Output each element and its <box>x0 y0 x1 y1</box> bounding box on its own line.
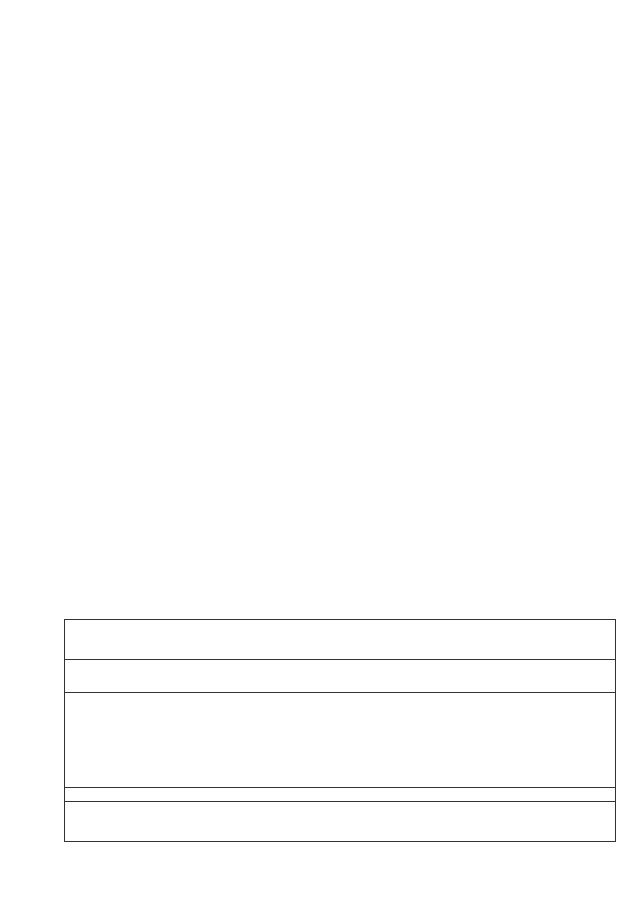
rotated-table-frame <box>64 32 616 842</box>
header-unit <box>65 660 616 693</box>
header-match <box>65 802 616 842</box>
header-row <box>65 32 616 842</box>
header-method <box>65 693 616 788</box>
indicators-table <box>64 32 616 843</box>
header-source <box>65 788 616 802</box>
header-name <box>65 620 616 660</box>
